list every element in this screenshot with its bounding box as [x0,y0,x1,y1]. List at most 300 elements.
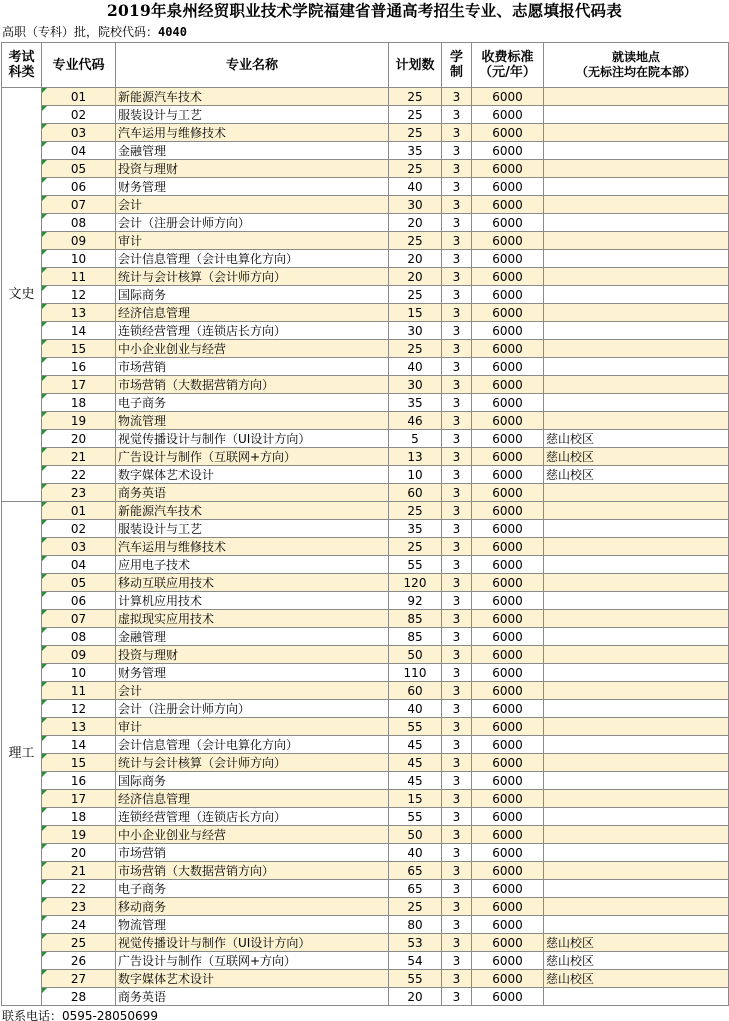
table-row [2,952,729,970]
campus-location-cell [544,484,729,502]
major-name-cell: 金融管理 [116,628,389,646]
major-code-text: 09 [70,233,87,248]
plan-count-cell: 65 [389,862,442,880]
major-code-cell [42,466,116,484]
study-years-cell: 3 [442,214,472,232]
campus-location-cell [544,916,729,934]
campus-location-cell [544,178,729,196]
fee-cell: 6000 [472,682,544,700]
major-code-cell [42,646,116,664]
study-years-cell: 3 [442,250,472,268]
major-code-text: 12 [70,287,87,302]
cell-comment-flag-icon [42,448,47,453]
cell-comment-flag-icon [42,304,47,309]
major-code-text: 07 [70,197,87,212]
major-code-cell [42,106,116,124]
major-name-cell: 数字媒体艺术设计 [116,466,389,484]
plan-count-cell: 120 [389,574,442,592]
study-years-cell: 3 [442,952,472,970]
table-row [2,664,729,682]
fee-cell: 6000 [472,844,544,862]
fee-cell: 6000 [472,574,544,592]
table-row [2,898,729,916]
major-code-cell [42,790,116,808]
table-row [2,916,729,934]
major-code-text: 04 [70,557,87,572]
fee-cell: 6000 [472,826,544,844]
major-name-cell: 会计 [116,196,389,214]
campus-location-cell: 慈山校区 [544,430,729,448]
major-code-text: 05 [70,575,87,590]
major-code-cell [42,286,116,304]
study-years-cell: 3 [442,394,472,412]
table-body [2,88,729,1006]
major-code-text: 16 [70,359,87,374]
major-code-text: 27 [70,971,87,986]
major-code-cell [42,610,116,628]
major-code-text: 28 [70,989,87,1004]
study-years-cell: 3 [442,970,472,988]
fee-cell: 6000 [472,466,544,484]
table-row [2,772,729,790]
major-code-text: 06 [70,593,87,608]
cell-comment-flag-icon [42,412,47,417]
fee-cell: 6000 [472,160,544,178]
major-code-cell [42,988,116,1006]
major-name-cell: 投资与理财 [116,646,389,664]
major-code-text: 19 [70,827,87,842]
study-years-cell: 3 [442,754,472,772]
major-code-text: 18 [70,809,87,824]
major-code-text: 04 [70,143,87,158]
table-row [2,538,729,556]
cell-comment-flag-icon [42,484,47,489]
major-code-cell [42,628,116,646]
campus-location-cell [544,880,729,898]
cell-comment-flag-icon [42,214,47,219]
cell-comment-flag-icon [42,196,47,201]
fee-cell: 6000 [472,610,544,628]
header-location: 就读地点 （无标注均在院本部） [544,43,729,88]
major-code-text: 11 [70,269,87,284]
fee-cell: 6000 [472,700,544,718]
major-code-text: 22 [70,881,87,896]
study-years-cell: 3 [442,628,472,646]
plan-count-cell: 25 [389,160,442,178]
cell-comment-flag-icon [42,646,47,651]
table-row [2,880,729,898]
plan-count-cell: 85 [389,610,442,628]
campus-location-cell [544,754,729,772]
major-code-text: 14 [70,737,87,752]
major-code-cell [42,718,116,736]
study-years-cell: 3 [442,376,472,394]
batch-info [0,22,729,42]
major-code-cell [42,862,116,880]
plan-count-cell: 92 [389,592,442,610]
plan-count-cell: 20 [389,268,442,286]
cell-comment-flag-icon [42,934,47,939]
major-code-text: 02 [70,107,87,122]
campus-location-cell: 慈山校区 [544,466,729,484]
table-row [2,520,729,538]
fee-cell: 6000 [472,898,544,916]
campus-location-cell [544,988,729,1006]
study-years-cell: 3 [442,520,472,538]
major-code-text: 26 [70,953,87,968]
major-code-text: 10 [70,665,87,680]
table-row [2,88,729,106]
fee-cell: 6000 [472,880,544,898]
major-code-cell [42,700,116,718]
table-row [2,124,729,142]
major-name-cell: 物流管理 [116,916,389,934]
campus-location-cell [544,376,729,394]
study-years-cell: 3 [442,844,472,862]
major-code-text: 25 [70,935,87,950]
major-name-cell: 金融管理 [116,142,389,160]
major-name-cell: 数字媒体艺术设计 [116,970,389,988]
major-code-cell [42,358,116,376]
major-name-cell: 物流管理 [116,412,389,430]
study-years-cell: 3 [442,196,472,214]
fee-cell: 6000 [472,808,544,826]
plan-count-cell: 54 [389,952,442,970]
study-years-cell: 3 [442,286,472,304]
cell-comment-flag-icon [42,520,47,525]
study-years-cell: 3 [442,682,472,700]
table-row [2,556,729,574]
cell-comment-flag-icon [42,844,47,849]
major-name-cell: 经济信息管理 [116,790,389,808]
table-row [2,448,729,466]
fee-cell: 6000 [472,358,544,376]
major-code-text: 01 [70,503,87,518]
major-name-cell: 经济信息管理 [116,304,389,322]
major-code-cell [42,214,116,232]
study-years-cell: 3 [442,646,472,664]
plan-count-cell: 30 [389,322,442,340]
header-years: 学 制 [442,43,472,88]
contact-phone: 联系电话：0595-28050699 [2,1009,158,1021]
header-fee: 收费标准 （元/年） [472,43,544,88]
table-row [2,754,729,772]
major-name-cell: 国际商务 [116,772,389,790]
major-name-cell: 财务管理 [116,664,389,682]
study-years-cell: 3 [442,412,472,430]
major-code-cell [42,898,116,916]
major-name-cell: 市场营销 [116,358,389,376]
table-row [2,484,729,502]
cell-comment-flag-icon [42,754,47,759]
major-code-text: 08 [70,215,87,230]
cell-comment-flag-icon [42,538,47,543]
major-name-cell: 视觉传播设计与制作（UI设计方向） [116,934,389,952]
cell-comment-flag-icon [42,232,47,237]
table-row [2,268,729,286]
plan-count-cell: 60 [389,682,442,700]
study-years-cell: 3 [442,358,472,376]
study-years-cell: 3 [442,484,472,502]
campus-location-cell [544,862,729,880]
plan-count-cell: 40 [389,844,442,862]
cell-comment-flag-icon [42,718,47,723]
major-code-cell [42,160,116,178]
plan-count-cell: 25 [389,898,442,916]
campus-location-cell: 慈山校区 [544,448,729,466]
table-row [2,394,729,412]
plan-count-cell: 15 [389,790,442,808]
table-row [2,628,729,646]
table-row [2,466,729,484]
major-name-cell: 连锁经营管理（连锁店长方向） [116,322,389,340]
document-title: 2019年泉州经贸职业技术学院福建省普通高考招生专业、志愿填报代码表 [107,1,622,20]
campus-location-cell [544,610,729,628]
major-code-cell [42,250,116,268]
plan-count-cell: 45 [389,772,442,790]
study-years-cell: 3 [442,322,472,340]
fee-cell: 6000 [472,556,544,574]
major-code-cell [42,448,116,466]
plan-count-cell: 40 [389,358,442,376]
cell-comment-flag-icon [42,430,47,435]
major-name-cell: 市场营销 [116,844,389,862]
plan-count-cell: 85 [389,628,442,646]
major-code-cell [42,394,116,412]
study-years-cell: 3 [442,934,472,952]
major-name-cell: 市场营销（大数据营销方向） [116,862,389,880]
major-code-text: 13 [70,305,87,320]
campus-location-cell [544,142,729,160]
campus-location-cell [544,268,729,286]
table-row [2,862,729,880]
table-row [2,430,729,448]
major-code-cell [42,736,116,754]
study-years-cell: 3 [442,718,472,736]
plan-count-cell: 53 [389,934,442,952]
fee-cell: 6000 [472,538,544,556]
major-code-text: 15 [70,341,87,356]
plan-count-cell: 40 [389,700,442,718]
cell-comment-flag-icon [42,898,47,903]
plan-count-cell: 20 [389,214,442,232]
plan-count-cell: 50 [389,646,442,664]
campus-location-cell: 慈山校区 [544,952,729,970]
cell-comment-flag-icon [42,340,47,345]
major-name-cell: 中小企业创业与经营 [116,340,389,358]
major-code-cell [42,484,116,502]
table-row [2,304,729,322]
major-code-cell [42,808,116,826]
major-code-text: 02 [70,521,87,536]
fee-cell: 6000 [472,196,544,214]
major-name-cell: 会计（注册会计师方向） [116,214,389,232]
plan-count-cell: 45 [389,754,442,772]
cell-comment-flag-icon [42,970,47,975]
fee-cell: 6000 [472,448,544,466]
fee-cell: 6000 [472,214,544,232]
major-code-cell [42,430,116,448]
study-years-cell: 3 [442,448,472,466]
major-code-text: 20 [70,431,87,446]
fee-cell: 6000 [472,232,544,250]
major-code-text: 05 [70,161,87,176]
campus-location-cell [544,844,729,862]
major-code-table [1,42,729,1006]
header-code: 专业代码 [42,43,116,88]
study-years-cell: 3 [442,700,472,718]
study-years-cell: 3 [442,340,472,358]
study-years-cell: 3 [442,268,472,286]
table-row [2,232,729,250]
major-code-text: 07 [70,611,87,626]
fee-cell: 6000 [472,250,544,268]
table-row [2,250,729,268]
cell-comment-flag-icon [42,286,47,291]
campus-location-cell [544,700,729,718]
plan-count-cell: 25 [389,502,442,520]
major-name-cell: 电子商务 [116,880,389,898]
table-row [2,790,729,808]
table-row [2,412,729,430]
campus-location-cell [544,88,729,106]
major-code-text: 23 [70,899,87,914]
major-code-text: 18 [70,395,87,410]
fee-cell: 6000 [472,394,544,412]
campus-location-cell: 慈山校区 [544,934,729,952]
major-code-cell [42,934,116,952]
plan-count-cell: 25 [389,106,442,124]
plan-count-cell: 25 [389,340,442,358]
table-row [2,844,729,862]
campus-location-cell [544,124,729,142]
major-code-cell [42,142,116,160]
cell-comment-flag-icon [42,466,47,471]
campus-location-cell [544,394,729,412]
major-name-cell: 会计 [116,682,389,700]
fee-cell: 6000 [472,772,544,790]
table-row [2,376,729,394]
cell-comment-flag-icon [42,556,47,561]
major-name-cell: 虚拟现实应用技术 [116,610,389,628]
plan-count-cell: 35 [389,142,442,160]
major-name-cell: 新能源汽车技术 [116,88,389,106]
major-code-cell [42,340,116,358]
cell-comment-flag-icon [42,160,47,165]
study-years-cell: 3 [442,106,472,124]
table-row [2,196,729,214]
major-code-text: 09 [70,647,87,662]
major-name-cell: 商务英语 [116,484,389,502]
table-row [2,700,729,718]
campus-location-cell [544,214,729,232]
campus-location-cell [544,772,729,790]
major-code-cell [42,232,116,250]
table-row [2,142,729,160]
table-row [2,682,729,700]
major-code-text: 20 [70,845,87,860]
major-code-cell [42,952,116,970]
major-name-cell: 会计（注册会计师方向） [116,700,389,718]
major-code-cell [42,538,116,556]
campus-location-cell [544,808,729,826]
study-years-cell: 3 [442,502,472,520]
cell-comment-flag-icon [42,790,47,795]
major-code-text: 21 [70,449,87,464]
plan-count-cell: 55 [389,718,442,736]
major-code-cell [42,268,116,286]
cell-comment-flag-icon [42,376,47,381]
major-code-cell [42,322,116,340]
major-name-cell: 电子商务 [116,394,389,412]
fee-cell: 6000 [472,646,544,664]
major-code-cell [42,880,116,898]
fee-cell: 6000 [472,736,544,754]
cell-comment-flag-icon [42,880,47,885]
major-code-cell [42,826,116,844]
study-years-cell: 3 [442,862,472,880]
cell-comment-flag-icon [42,826,47,831]
fee-cell: 6000 [472,322,544,340]
fee-cell: 6000 [472,484,544,502]
major-name-cell: 市场营销（大数据营销方向） [116,376,389,394]
cell-comment-flag-icon [42,142,47,147]
cell-comment-flag-icon [42,736,47,741]
major-code-text: 03 [70,125,87,140]
study-years-cell: 3 [442,556,472,574]
major-code-cell [42,88,116,106]
major-name-cell: 会计信息管理（会计电算化方向） [116,250,389,268]
study-years-cell: 3 [442,88,472,106]
major-code-cell [42,556,116,574]
study-years-cell: 3 [442,988,472,1006]
major-code-cell [42,304,116,322]
table-row [2,610,729,628]
major-code-text: 12 [70,701,87,716]
fee-cell: 6000 [472,304,544,322]
cell-comment-flag-icon [42,124,47,129]
fee-cell: 6000 [472,124,544,142]
cell-comment-flag-icon [42,574,47,579]
major-name-cell: 国际商务 [116,286,389,304]
plan-count-cell: 45 [389,736,442,754]
cell-comment-flag-icon [42,106,47,111]
campus-location-cell [544,304,729,322]
major-code-cell [42,124,116,142]
major-code-cell [42,664,116,682]
fee-cell: 6000 [472,430,544,448]
category-cell: 文史 [2,88,42,502]
table-row [2,178,729,196]
major-code-cell [42,412,116,430]
plan-count-cell: 30 [389,196,442,214]
major-code-text: 17 [70,791,87,806]
fee-cell: 6000 [472,790,544,808]
campus-location-cell [544,682,729,700]
major-code-cell [42,178,116,196]
major-name-cell: 计算机应用技术 [116,592,389,610]
study-years-cell: 3 [442,592,472,610]
campus-location-cell [544,664,729,682]
plan-count-cell: 25 [389,124,442,142]
campus-location-cell [544,520,729,538]
major-code-text: 24 [70,917,87,932]
fee-cell: 6000 [472,952,544,970]
fee-cell: 6000 [472,268,544,286]
campus-location-cell [544,160,729,178]
table-row [2,736,729,754]
plan-count-cell: 40 [389,178,442,196]
